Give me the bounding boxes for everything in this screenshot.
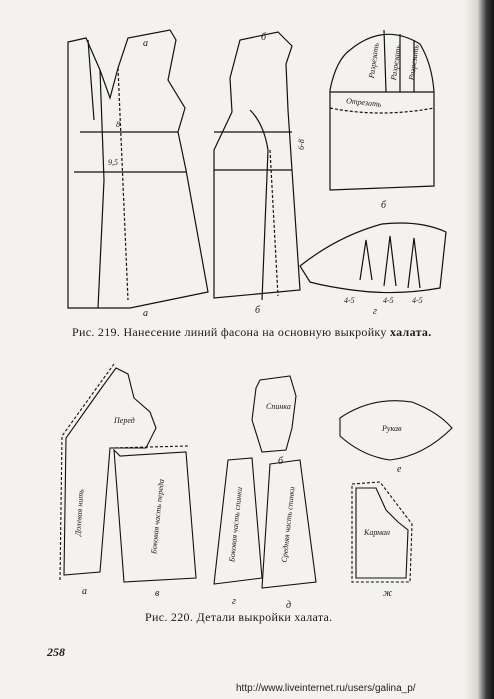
fig219-label-g: г (373, 306, 377, 317)
fig219-label-b: б (261, 32, 267, 43)
back-pattern-outline (214, 32, 300, 298)
fig220-label-b: б (278, 456, 284, 467)
piece-front-side-allowance (110, 446, 188, 448)
back-dart (270, 150, 278, 296)
front-dart (118, 68, 128, 300)
fig219-label-a: а (143, 38, 148, 49)
fig219-label-v: б (381, 200, 387, 211)
page-number: 258 (47, 645, 65, 659)
piece-front (64, 368, 156, 575)
watermark-url: http://www.liveinternet.ru/users/galina_p/ (236, 683, 416, 694)
cap-spread-outline (300, 223, 446, 293)
dim-4-5-a: 4-5 (344, 296, 355, 305)
fig219-label-b-bottom: б (255, 305, 261, 316)
fig220-label-zh: ж (383, 588, 393, 599)
caption-219-prefix: Рис. 219. (72, 325, 121, 339)
grain-label-4: Средняя часть спинки (279, 486, 297, 563)
front-facing-line (88, 40, 94, 120)
back-style-line (250, 110, 268, 300)
label-rukav: Рукав (382, 424, 402, 433)
fig220-label-e: е (397, 464, 402, 475)
cap-spread-wedges (360, 236, 420, 288)
cut-label-1: Разрезать (366, 42, 381, 79)
sleeve-cut-off-line (330, 108, 434, 113)
cut-label-2: Разрезать (388, 44, 403, 81)
figure-220-caption (145, 610, 332, 625)
piece-front-allowance (60, 364, 114, 580)
fig220-label-d: д (286, 600, 292, 611)
caption-219-bold: халата. (390, 325, 432, 339)
dimension-6-8: 6-8 (296, 139, 306, 150)
grain-label-2: Боковая часть переда (149, 478, 166, 555)
caption-220-text: Детали выкройки халата. (196, 610, 333, 624)
dimension-9-5: 9,5 (108, 158, 118, 167)
dimension-8: 8 (116, 120, 120, 129)
caption-220-prefix: Рис. 220. (145, 610, 194, 624)
dim-4-5-c: 4-5 (412, 296, 423, 305)
piece-back-yoke (252, 376, 296, 452)
fig220-label-a: а (82, 586, 87, 597)
cut-off-label: Отрезать (345, 96, 382, 109)
caption-219-text: Нанесение линий фасона на основную выкройку (123, 325, 387, 339)
grain-label-3: Боковая часть спинки (227, 486, 245, 563)
front-pattern-outline (68, 30, 208, 308)
grain-label-1: Долевая нить (73, 488, 86, 537)
cut-label-3: Разрезать (406, 44, 421, 81)
label-karman: Карман (364, 528, 390, 537)
dim-4-5-b: 4-5 (383, 296, 394, 305)
fig219-label-a-bottom: а (143, 308, 148, 319)
figure-219-caption (72, 325, 432, 340)
label-spinka: Спинка (266, 402, 291, 411)
front-center-line (98, 70, 104, 308)
fig220-label-g: г (232, 596, 236, 607)
fig220-label-v: в (155, 588, 160, 599)
label-pered: Перед (114, 416, 135, 425)
